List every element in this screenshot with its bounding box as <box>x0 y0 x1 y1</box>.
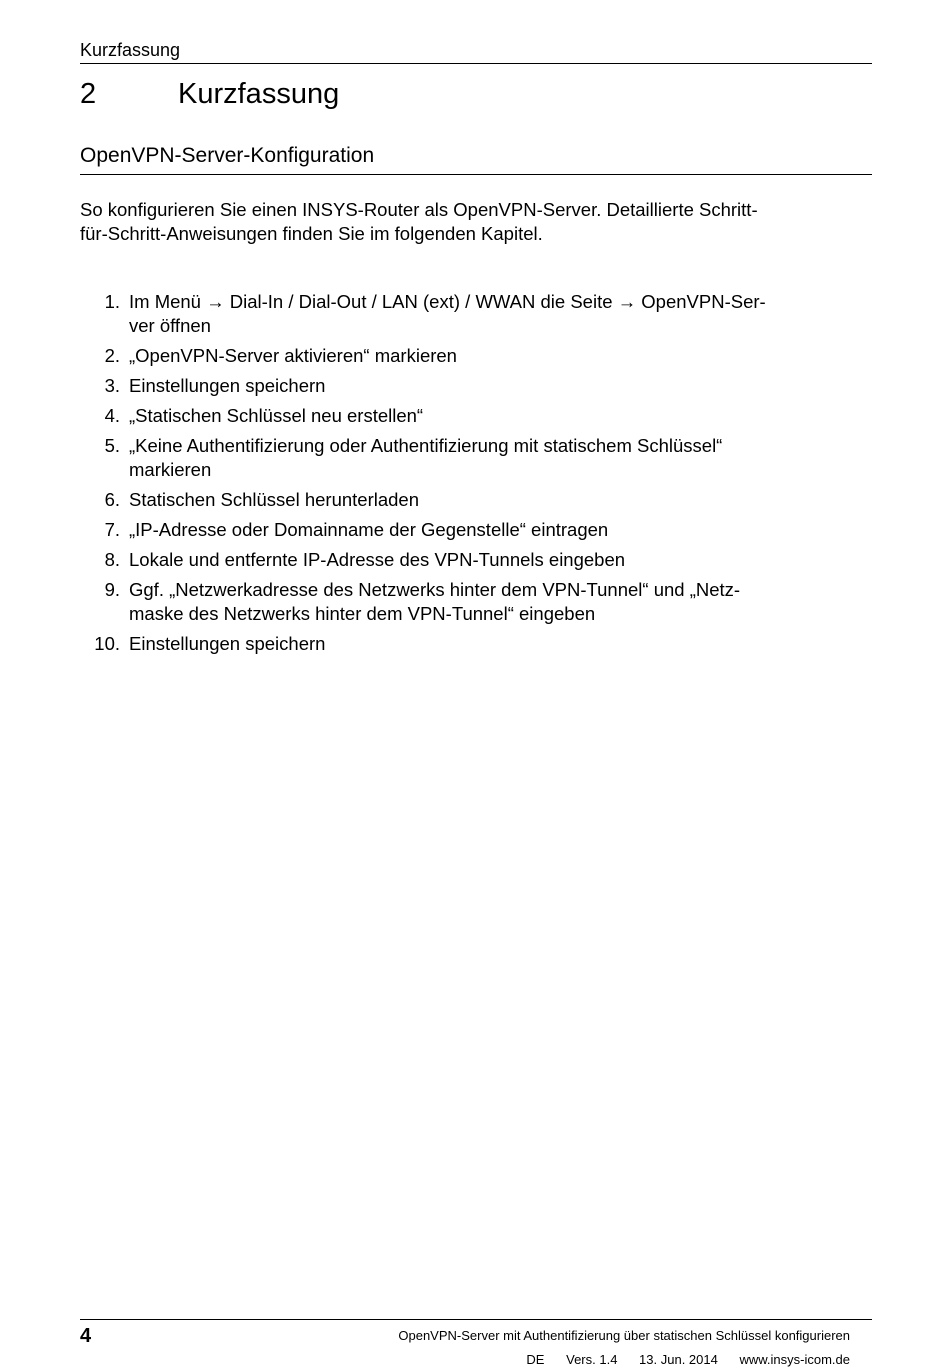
intro-paragraph <box>80 198 860 246</box>
step-text: „OpenVPN-Server aktivieren“ markieren <box>129 345 457 366</box>
footer-doc-title: OpenVPN-Server mit Authentifizierung über statischen Schlüssel konfigurieren <box>398 1328 850 1343</box>
steps-list <box>80 290 872 662</box>
list-item <box>80 548 872 572</box>
footer-meta <box>508 1352 850 1368</box>
intro-line: für-Schritt-Anweisungen finden Sie im folgenden Kapitel. <box>80 223 543 244</box>
list-item <box>80 488 872 512</box>
list-item <box>80 290 872 338</box>
chapter-heading <box>80 76 872 114</box>
footer-version: Vers. 1.4 <box>566 1352 618 1367</box>
footer-divider <box>80 1319 872 1320</box>
step-number: 6. <box>104 489 120 510</box>
list-item <box>80 344 872 368</box>
step-text: markieren <box>129 459 212 480</box>
chapter-number: 2 <box>80 78 97 110</box>
list-item <box>80 518 872 542</box>
step-number: 2. <box>104 345 120 366</box>
step-number: 1. <box>104 291 120 312</box>
page-number: 4 <box>80 1325 92 1347</box>
step-number: 7. <box>104 519 120 540</box>
step-text: „Statischen Schlüssel neu erstellen“ <box>129 405 424 426</box>
running-header <box>80 39 872 64</box>
running-header-title: Kurzfassung <box>80 40 181 60</box>
list-item <box>80 632 872 656</box>
intro-line: So konfigurieren Sie einen INSYS-Router als OpenVPN-Server. Detaillierte Schritt- <box>80 199 758 220</box>
step-text: Statischen Schlüssel herunterladen <box>129 489 420 510</box>
step-number: 10. <box>94 633 120 654</box>
footer-website: www.insys-icom.de <box>739 1352 850 1367</box>
step-text: ver öffnen <box>129 315 211 336</box>
step-text: maske des Netzwerks hinter dem VPN-Tunnel“ eingeben <box>129 603 596 624</box>
step-text: Lokale und entfernte IP-Adresse des VPN-Tunnels eingeben <box>129 549 626 570</box>
step-text: Einstellungen speichern <box>129 375 326 396</box>
step-text: „Keine Authentifizierung oder Authentifizierung mit statischem Schlüssel“ <box>129 435 723 456</box>
step-number: 8. <box>104 549 120 570</box>
step-text: „IP-Adresse oder Domainname der Gegenstelle“ eintragen <box>129 519 609 540</box>
step-text: Im Menü → Dial-In / Dial-Out / LAN (ext) / WWAN die Seite → OpenVPN-Ser- <box>129 291 766 312</box>
footer-date: 13. Jun. 2014 <box>639 1352 718 1367</box>
footer-language: DE <box>526 1352 545 1367</box>
list-item <box>80 404 872 428</box>
list-item <box>80 434 872 482</box>
list-item <box>80 374 872 398</box>
section-title: OpenVPN-Server-Konfiguration <box>80 144 375 167</box>
step-number: 5. <box>104 435 120 456</box>
step-number: 9. <box>104 579 120 600</box>
step-text: Einstellungen speichern <box>129 633 326 654</box>
step-number: 3. <box>104 375 120 396</box>
step-text: Ggf. „Netzwerkadresse des Netzwerks hinter dem VPN-Tunnel“ und „Netz- <box>129 579 741 600</box>
step-number: 4. <box>104 405 120 426</box>
list-item <box>80 578 872 626</box>
chapter-title: Kurzfassung <box>178 78 340 110</box>
section-heading <box>80 142 872 175</box>
